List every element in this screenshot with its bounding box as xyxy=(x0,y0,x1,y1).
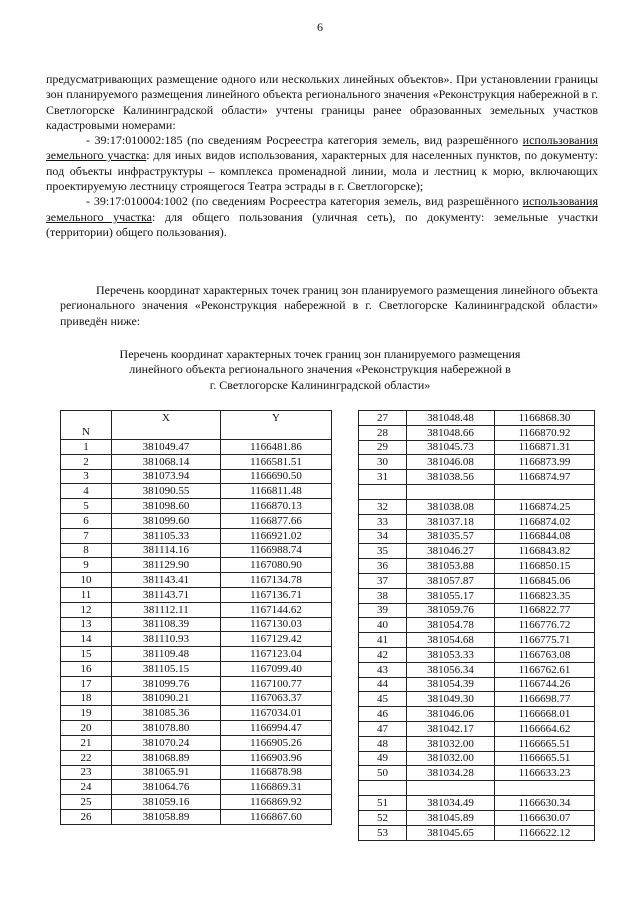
cell-n: 24 xyxy=(61,780,112,795)
cell-n: 49 xyxy=(359,751,407,766)
table-row xyxy=(359,425,595,440)
cell-n: 47 xyxy=(359,721,407,736)
table-row xyxy=(359,411,595,426)
cell-y: 1167080.90 xyxy=(221,558,332,573)
cell-x: 381143.71 xyxy=(112,587,221,602)
cell-y: 1166823.35 xyxy=(495,588,595,603)
cell-x: 381037.18 xyxy=(407,514,495,529)
cell-x: 381034.49 xyxy=(407,796,495,811)
cell-y: 1166481.86 xyxy=(221,440,332,455)
cell-y: 1167129.42 xyxy=(221,632,332,647)
cell-n: 33 xyxy=(359,514,407,529)
cell-n: 40 xyxy=(359,618,407,633)
table-row xyxy=(61,573,332,588)
paragraph-parcel-1: - 39:17:010002:185 (по сведениям Росреестра категория земель, вид разрешённого использования земельного участка: для иных видов использования, характерных для населенных пунктов, по документу: под объекты инфраструктуры – комплекса променадной линии, мола и лестниц к морю, включающих проектируемую лестницу строящегося Театра эстрады в г. Светлогорске); xyxy=(46,133,598,194)
cell-n: 36 xyxy=(359,559,407,574)
table-row xyxy=(61,543,332,558)
table-row xyxy=(61,454,332,469)
coordinates-table-right xyxy=(358,410,595,841)
cell-n: 45 xyxy=(359,692,407,707)
cell-x: 381054.68 xyxy=(407,633,495,648)
cell-y: 1167144.62 xyxy=(221,602,332,617)
cell-x: 381049.47 xyxy=(112,440,221,455)
cell-x: 381049.30 xyxy=(407,692,495,707)
cell-n: 3 xyxy=(61,469,112,484)
table-body-right xyxy=(359,411,595,841)
cell-y: 1166903.96 xyxy=(221,750,332,765)
cell-n: 48 xyxy=(359,736,407,751)
table-row xyxy=(61,469,332,484)
cell-n: 7 xyxy=(61,528,112,543)
cell-y: 1166630.07 xyxy=(495,810,595,825)
cell-n: 43 xyxy=(359,662,407,677)
cell-y: 1166850.15 xyxy=(495,559,595,574)
cell-n: 28 xyxy=(359,425,407,440)
cell-x: 381073.94 xyxy=(112,469,221,484)
cell-x: 381057.87 xyxy=(407,573,495,588)
table-row xyxy=(61,647,332,662)
cell-n: 16 xyxy=(61,661,112,676)
table-row xyxy=(359,692,595,707)
cell-n: 9 xyxy=(61,558,112,573)
cell-y: 1166690.50 xyxy=(221,469,332,484)
cell-n: 39 xyxy=(359,603,407,618)
table-row xyxy=(61,484,332,499)
table-row xyxy=(61,587,332,602)
table-row xyxy=(359,618,595,633)
table-row xyxy=(359,721,595,736)
cell-n: 12 xyxy=(61,602,112,617)
cell-x: 381056.34 xyxy=(407,662,495,677)
table-row xyxy=(359,603,595,618)
cell-x: 381064.76 xyxy=(112,780,221,795)
cell-y: 1166633.23 xyxy=(495,766,595,781)
cell-x: 381114.16 xyxy=(112,543,221,558)
cell-y: 1166988.74 xyxy=(221,543,332,558)
cell-x: 381068.89 xyxy=(112,750,221,765)
table-row-spacer xyxy=(359,781,595,796)
cell-x: 381045.89 xyxy=(407,810,495,825)
cell-y: 1166776.72 xyxy=(495,618,595,633)
cell-x: 381143.41 xyxy=(112,573,221,588)
cell-n: 14 xyxy=(61,632,112,647)
cell-n: 42 xyxy=(359,647,407,662)
cell-y: 1166581.51 xyxy=(221,454,332,469)
cell-x: 381053.33 xyxy=(407,647,495,662)
cell-y: 1166630.34 xyxy=(495,796,595,811)
cell-x: 381032.00 xyxy=(407,736,495,751)
cell-x: 381098.60 xyxy=(112,499,221,514)
table-row xyxy=(61,602,332,617)
table-row xyxy=(359,647,595,662)
cell-n: 30 xyxy=(359,455,407,470)
cell-x: 381065.91 xyxy=(112,765,221,780)
cell-x: 381068.14 xyxy=(112,454,221,469)
cell-x: 381108.39 xyxy=(112,617,221,632)
table-row xyxy=(359,796,595,811)
table-row xyxy=(359,455,595,470)
cell-x: 381112.11 xyxy=(112,602,221,617)
cell-y: 1166763.08 xyxy=(495,647,595,662)
cell-y: 1166744.26 xyxy=(495,677,595,692)
cell-n: 18 xyxy=(61,691,112,706)
cell-x: 381078.80 xyxy=(112,721,221,736)
table-row xyxy=(359,573,595,588)
paragraph-coordinates-intro: Перечень координат характерных точек границ зон планируемого размещения линейного объекта регионального значения «Реконструкция набережной в г. Светлогорске Калининградской области» приведён ниже: xyxy=(60,283,598,328)
cell-x: 381059.16 xyxy=(112,795,221,810)
cell-n: 11 xyxy=(61,587,112,602)
cell-y: 1166877.66 xyxy=(221,513,332,528)
table-row xyxy=(61,691,332,706)
cell-y: 1166874.97 xyxy=(495,470,595,485)
cell-y: 1167100.77 xyxy=(221,676,332,691)
cell-y: 1166994.47 xyxy=(221,721,332,736)
table-row xyxy=(359,470,595,485)
cell-x: 381048.48 xyxy=(407,411,495,426)
cell-n: 52 xyxy=(359,810,407,825)
cell-x: 381054.39 xyxy=(407,677,495,692)
table-row xyxy=(359,825,595,840)
cell-x: 381048.66 xyxy=(407,425,495,440)
cell-y: 1166905.26 xyxy=(221,735,332,750)
cell-x: 381045.73 xyxy=(407,440,495,455)
cell-x: 381055.17 xyxy=(407,588,495,603)
table-row xyxy=(359,633,595,648)
body-text xyxy=(46,72,598,240)
cell-x: 381129.90 xyxy=(112,558,221,573)
cell-x: 381099.60 xyxy=(112,513,221,528)
table-row xyxy=(61,809,332,824)
cell-y: 1166868.30 xyxy=(495,411,595,426)
cell-y: 1167136.71 xyxy=(221,587,332,602)
cell-x: 381090.55 xyxy=(112,484,221,499)
cell-y: 1167063.37 xyxy=(221,691,332,706)
cell-y: 1166871.31 xyxy=(495,440,595,455)
table-row xyxy=(359,544,595,559)
cell-y: 1166845.06 xyxy=(495,573,595,588)
table-caption: Перечень координат характерных точек границ зон планируемого размещения линейного объекта регионального значения «Реконструкция набережной в г. Светлогорске Калининградской области» xyxy=(119,347,521,392)
cell-n: 23 xyxy=(61,765,112,780)
cell-x: 381105.15 xyxy=(112,661,221,676)
table-row xyxy=(359,662,595,677)
cell-n: 13 xyxy=(61,617,112,632)
table-row xyxy=(61,706,332,721)
table-row xyxy=(61,795,332,810)
cell-y: 1166762.61 xyxy=(495,662,595,677)
table-row xyxy=(359,677,595,692)
cell-n: 8 xyxy=(61,543,112,558)
cell-n: 5 xyxy=(61,499,112,514)
cell-n: 2 xyxy=(61,454,112,469)
cell-n: 51 xyxy=(359,796,407,811)
cell-y: 1166811.48 xyxy=(221,484,332,499)
cell-n: 10 xyxy=(61,573,112,588)
table-header-row xyxy=(61,411,332,440)
cell-x: 381032.00 xyxy=(407,751,495,766)
table-row xyxy=(359,514,595,529)
cell-y: 1166664.62 xyxy=(495,721,595,736)
table-row xyxy=(359,751,595,766)
cell-x: 381042.17 xyxy=(407,721,495,736)
cell-n: 19 xyxy=(61,706,112,721)
cell-n: 25 xyxy=(61,795,112,810)
cell-n: 21 xyxy=(61,735,112,750)
cell-x: 381034.28 xyxy=(407,766,495,781)
page-number: 6 xyxy=(317,20,323,34)
cell-x: 381099.76 xyxy=(112,676,221,691)
cell-y: 1166874.25 xyxy=(495,499,595,514)
table-row xyxy=(61,617,332,632)
table-row xyxy=(61,735,332,750)
cell-y: 1166873.99 xyxy=(495,455,595,470)
cell-n: 27 xyxy=(359,411,407,426)
cell-y: 1166665.51 xyxy=(495,751,595,766)
table-row xyxy=(61,632,332,647)
cell-x: 381059.76 xyxy=(407,603,495,618)
cell-y: 1166843.82 xyxy=(495,544,595,559)
cell-n: 22 xyxy=(61,750,112,765)
cell-x: 381070.24 xyxy=(112,735,221,750)
cell-y: 1167034.01 xyxy=(221,706,332,721)
cell-n: 37 xyxy=(359,573,407,588)
cell-x: 381046.27 xyxy=(407,544,495,559)
cell-x: 381046.08 xyxy=(407,455,495,470)
cell-n: 20 xyxy=(61,721,112,736)
cell-y: 1167134.78 xyxy=(221,573,332,588)
paragraph-parcel-2: - 39:17:010004:1002 (по сведениям Росреестра категория земель, вид разрешённого использования земельного участка: для общего пользования (уличная сеть), по документу: земельные участки (территории) общего пользования). xyxy=(46,194,598,239)
table-row xyxy=(359,440,595,455)
cell-x: 381053.88 xyxy=(407,559,495,574)
header-n: N xyxy=(61,411,112,440)
cell-y: 1166775.71 xyxy=(495,633,595,648)
coordinates-table-left xyxy=(60,410,332,825)
paragraph-intro: предусматривающих размещение одного или нескольких линейных объектов». При установлении границы зон планируемого размещения линейного объекта регионального значения «Реконструкция набережной в г. Светлогорске Калининградской области» учтены границы ранее образованных земельных участков кадастровыми номерами: xyxy=(46,72,598,132)
table-row xyxy=(359,499,595,514)
cell-n: 17 xyxy=(61,676,112,691)
cell-n: 34 xyxy=(359,529,407,544)
cell-y: 1166870.13 xyxy=(221,499,332,514)
cell-x: 381105.33 xyxy=(112,528,221,543)
cell-n: 1 xyxy=(61,440,112,455)
table-row xyxy=(61,528,332,543)
table-row xyxy=(61,558,332,573)
header-x: X xyxy=(112,411,221,440)
cell-y: 1166698.77 xyxy=(495,692,595,707)
cell-n: 44 xyxy=(359,677,407,692)
table-row xyxy=(61,780,332,795)
cell-n: 6 xyxy=(61,513,112,528)
table-row xyxy=(61,676,332,691)
cell-y: 1166869.92 xyxy=(221,795,332,810)
table-row xyxy=(359,810,595,825)
cell-y: 1166668.01 xyxy=(495,707,595,722)
table-row xyxy=(359,529,595,544)
cell-x: 381046.06 xyxy=(407,707,495,722)
cell-y: 1166921.02 xyxy=(221,528,332,543)
cell-y: 1166867.60 xyxy=(221,809,332,824)
cell-y: 1167130.03 xyxy=(221,617,332,632)
cell-n: 26 xyxy=(61,809,112,824)
cell-x: 381035.57 xyxy=(407,529,495,544)
table-row xyxy=(359,766,595,781)
cell-y: 1166870.92 xyxy=(495,425,595,440)
cell-x: 381085.36 xyxy=(112,706,221,721)
cell-n: 32 xyxy=(359,499,407,514)
cell-x: 381045.65 xyxy=(407,825,495,840)
table-row-spacer xyxy=(359,484,595,499)
cell-x: 381054.78 xyxy=(407,618,495,633)
cell-y: 1166844.08 xyxy=(495,529,595,544)
table-row xyxy=(61,765,332,780)
cell-n: 50 xyxy=(359,766,407,781)
table-row xyxy=(61,499,332,514)
cell-n: 38 xyxy=(359,588,407,603)
cell-y: 1167123.04 xyxy=(221,647,332,662)
cell-y: 1166878.98 xyxy=(221,765,332,780)
table-row xyxy=(359,736,595,751)
cell-x: 381038.08 xyxy=(407,499,495,514)
cell-y: 1166622.12 xyxy=(495,825,595,840)
cell-x: 381058.89 xyxy=(112,809,221,824)
cell-n: 4 xyxy=(61,484,112,499)
cell-y: 1166665.51 xyxy=(495,736,595,751)
cell-n: 31 xyxy=(359,470,407,485)
table-body-left xyxy=(61,440,332,825)
table-row xyxy=(61,661,332,676)
cell-n: 46 xyxy=(359,707,407,722)
cell-n: 15 xyxy=(61,647,112,662)
table-row xyxy=(359,707,595,722)
table-row xyxy=(61,440,332,455)
table-row xyxy=(359,588,595,603)
table-row xyxy=(61,750,332,765)
cell-x: 381109.48 xyxy=(112,647,221,662)
cell-x: 381110.93 xyxy=(112,632,221,647)
cell-n: 53 xyxy=(359,825,407,840)
table-row xyxy=(359,559,595,574)
cell-y: 1166822.77 xyxy=(495,603,595,618)
table-row xyxy=(61,513,332,528)
cell-x: 381038.56 xyxy=(407,470,495,485)
cell-n: 41 xyxy=(359,633,407,648)
cell-y: 1166869.31 xyxy=(221,780,332,795)
cell-y: 1167099.40 xyxy=(221,661,332,676)
cell-y: 1166874.02 xyxy=(495,514,595,529)
table-row xyxy=(61,721,332,736)
cell-x: 381090.21 xyxy=(112,691,221,706)
cell-n: 35 xyxy=(359,544,407,559)
cell-n: 29 xyxy=(359,440,407,455)
header-y: Y xyxy=(221,411,332,440)
